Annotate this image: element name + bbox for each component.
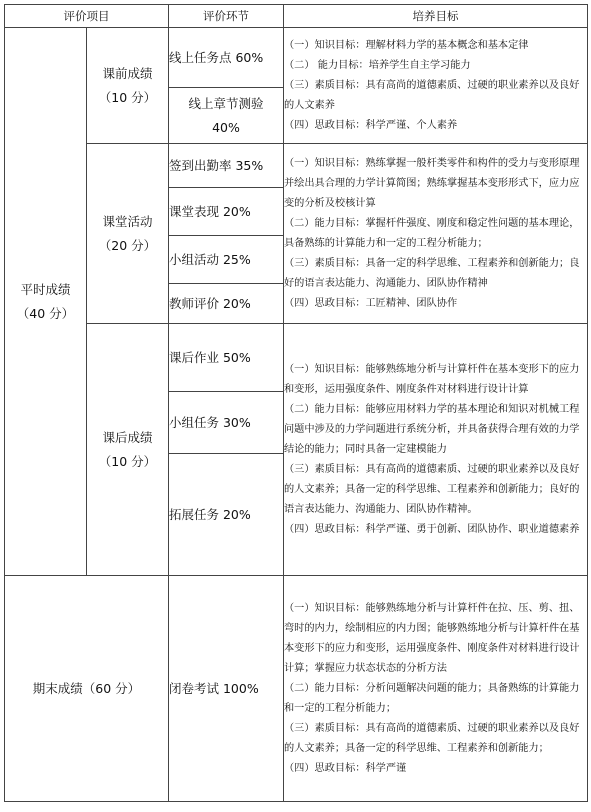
goal-quality: （三）素质目标：具有高尚的道德素质、过硬的职业素养以及良好的人文素养；具备一定的科学思维、工程素养和创新能力；良好的语言表达能力、沟通能力、团队协作精神。 (284, 463, 580, 515)
goal-knowledge: （一）知识目标：熟练掌握一般杆类零件和构件的受力与变形原理并绘出具合理的力学计算简图；熟练掌握基本变形形式下，应力应变的分析及校核计算 (284, 157, 580, 209)
goal-knowledge: （一）知识目标：能够熟练地分析与计算杆件在基本变形下的应力和变形，运用强度条件、刚度条件对材料进行设计计算 (284, 363, 580, 395)
in-class-title: 课堂活动 (102, 213, 153, 229)
header-eval-link: 评价环节 (169, 5, 284, 28)
goal-ideology: （四）思政目标：科学严谨 (284, 762, 407, 774)
table-row (5, 144, 588, 188)
after-class-weight: （10 分） (98, 453, 157, 469)
after-class-item-group-task: 小组任务 30% (169, 392, 284, 454)
goal-quality: （三）素质目标：具有高尚的道德素质、过硬的职业素养以及良好的人文素养；具备一定的科学思维、工程素养和创新能力； (284, 722, 580, 754)
evaluation-table (4, 4, 588, 802)
regular-score-weight: （40 分） (16, 305, 75, 321)
table-row (5, 324, 588, 392)
after-class-item-homework: 课后作业 50% (169, 324, 284, 392)
goal-quality: （三）素质目标：具有高尚的道德素质、过硬的职业素养以及良好的人文素养 (284, 79, 580, 111)
final-goals (284, 576, 588, 802)
after-class-item-extension-task: 拓展任务 20% (169, 454, 284, 576)
goal-knowledge: （一）知识目标：能够熟练地分析与计算杆件在拉、压、剪、扭、弯时的内力，绘制相应的内力图；能够熟练地分析与计算杆件在基本变形下的应力和变形，运用强度条件、刚度条件对材料进行设计计算；掌握应力状态状态的分析方法 (284, 602, 580, 674)
goal-knowledge: （一）知识目标：理解材料力学的基本概念和基本定律 (284, 39, 529, 51)
regular-score-cell (5, 28, 87, 576)
goal-ability: （二）能力目标：掌握杆件强度、刚度和稳定性问题的基本理论，具备熟练的计算能力和一定的工程分析能力； (284, 217, 580, 249)
chapter-quiz-percent: 40% (212, 119, 240, 135)
goal-quality: （三）素质目标：具备一定的科学思维、工程素养和创新能力；良好的语言表达能力、沟通能力、团队协作精神 (284, 257, 580, 289)
after-class-goals (284, 324, 588, 576)
in-class-goals (284, 144, 588, 324)
table-row (5, 576, 588, 802)
pre-class-item-chapter-quiz (169, 88, 284, 144)
in-class-item-performance: 课堂表现 20% (169, 188, 284, 236)
regular-score-title: 平时成绩 (20, 281, 71, 297)
pre-class-cell (87, 28, 169, 144)
chapter-quiz-label: 线上章节测验 (188, 95, 264, 111)
in-class-item-teacher-eval: 教师评价 20% (169, 284, 284, 324)
goal-ability: （二）能力目标：能够应用材料力学的基本理论和知识对机械工程问题中涉及的力学问题进行系统分析，并具备获得合理有效的力学结论的能力；同时具备一定建模能力 (284, 403, 580, 455)
header-training-goal: 培养目标 (284, 5, 588, 28)
pre-class-goals (284, 28, 588, 144)
header-row (5, 5, 588, 28)
in-class-item-group-activity: 小组活动 25% (169, 236, 284, 284)
final-item-closed-exam: 闭卷考试 100% (169, 576, 284, 802)
final-score-title: 期末成绩（60 分） (5, 576, 169, 802)
header-eval-item: 评价项目 (5, 5, 169, 28)
pre-class-title: 课前成绩 (102, 65, 153, 81)
pre-class-weight: （10 分） (98, 89, 157, 105)
after-class-title: 课后成绩 (102, 429, 153, 445)
in-class-weight: （20 分） (98, 237, 157, 253)
table-row (5, 28, 588, 88)
after-class-cell (87, 324, 169, 576)
goal-ideology: （四）思政目标：科学严谨、勇于创新、团队协作、职业道德素养 (284, 523, 580, 535)
goal-ability: （二） 能力目标：培养学生自主学习能力 (284, 59, 471, 71)
goal-ideology: （四）思政目标：科学严谨、个人素养 (284, 119, 458, 131)
in-class-cell (87, 144, 169, 324)
goal-ability: （二）能力目标：分析问题解决问题的能力；具备熟练的计算能力和一定的工程分析能力； (284, 682, 580, 714)
in-class-item-attendance: 签到出勤率 35% (169, 144, 284, 188)
pre-class-item-online-tasks: 线上任务点 60% (169, 28, 284, 88)
goal-ideology: （四）思政目标：工匠精神、团队协作 (284, 297, 458, 309)
